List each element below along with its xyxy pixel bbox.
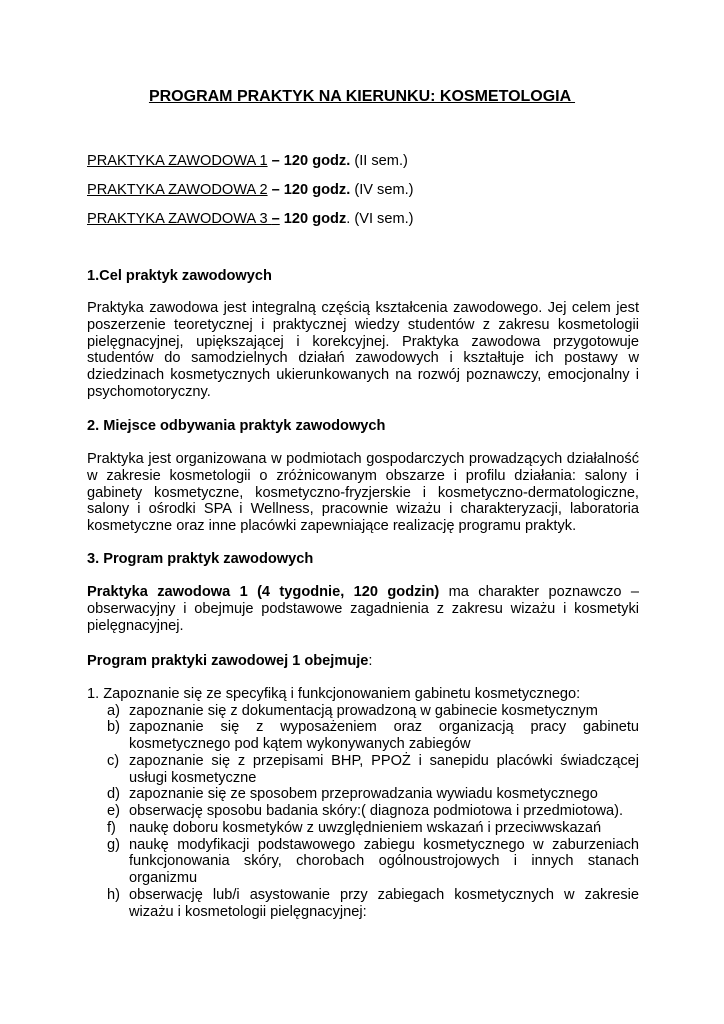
section-1-heading: 1.Cel praktyk zawodowych: [87, 268, 272, 284]
section-1-text: Praktyka zawodowa jest integralną częścią kształcenia zawodowego. Jej celem jest poszerzenie teoretycznej i praktycznej wiedzy studentów z zakresu kosmetologii pielęgnacyjnej, upiększającej i korekcyjnej. Praktyka zawodowa przygotowuje studentów do samodzielnych działań zawodowych i kształtuje ich postawy w dziedzinach kosmetycznych ukierunkowanych na rozwój poznawczy, emocjonalny i psychomotoryczny.: [87, 300, 639, 400]
list-item: [87, 703, 639, 720]
list-marker: d): [107, 786, 120, 803]
practice-dash: –: [267, 182, 280, 198]
practice-1-title: Praktyka zawodowa 1 (4 tygodnie, 120 godzin): [87, 584, 440, 600]
program-heading: [87, 653, 372, 670]
practice-hours: 120 godz.: [279, 153, 351, 169]
program-point-1: 1. Zapoznanie się ze specyfiką i funkcjonowaniem gabinetu kosmetycznego:: [87, 686, 581, 702]
section-2-text: Praktyka jest organizowana w podmiotach gospodarczych prowadzących działalność w zakresie kosmetologii o zróżnicowanym obszarze i profilu działania: salony i gabinety kosmetyczne, kosmetyczno-fryzjerskie i kosmetyczno-dermatologiczne, salony i ośrodki SPA i Wellness, pracownie wizażu i charakteryzacji, laboratoria kosmetyczne oraz inne placówki zapewniające realizację programu praktyk.: [87, 451, 639, 534]
list-marker: f): [107, 819, 116, 836]
list-item: [87, 753, 639, 787]
list-item-text: zapoznanie się z przepisami BHP, PPOŻ i sanepidu placówki świadczącej usługi kosmetyczne: [129, 752, 639, 786]
practice-line-2: [87, 182, 414, 199]
practice-line-1: [87, 153, 408, 170]
practice-semester: . (VI sem.): [346, 211, 414, 227]
program-heading-text: Program praktyki zawodowej 1 obejmuje: [87, 653, 369, 669]
program-heading-colon: :: [368, 653, 373, 669]
practice-hours: 120 godz.: [279, 182, 351, 198]
list-item-text: zapoznanie się ze sposobem przeprowadzania wywiadu kosmetycznego: [129, 786, 598, 803]
list-item: [87, 837, 639, 887]
practice-dash: –: [267, 153, 280, 169]
list-item: [87, 719, 639, 753]
program-list: [87, 686, 639, 920]
list-item-text: zapoznanie się z wyposażeniem oraz organizacją pracy gabinetu kosmetycznego pod kątem wykonywanych zabiegów: [129, 719, 639, 753]
list-item-text: obserwację sposobu badania skóry:( diagnoza podmiotowa i przedmiotowa).: [129, 803, 624, 820]
list-item-text: naukę modyfikacji podstawowego zabiegu kosmetycznego w zaburzeniach funkcjonowania skóry, chorobach ogólnoustrojowych i innych stanach organizmu: [129, 836, 639, 887]
practice-1-text: ma charakter poznawczo – obserwacyjny i obejmuje podstawowe zagadnienia z zakresu wizażu i kosmetyki pielęgnacyjnej.: [87, 584, 639, 634]
section-2-heading: 2. Miejsce odbywania praktyk zawodowych: [87, 418, 386, 434]
list-item-text: zapoznanie się z dokumentacją prowadzoną w gabinecie kosmetycznym: [129, 702, 598, 719]
practice-line-3: [87, 211, 414, 228]
practice-hours: 120 godz: [279, 211, 347, 227]
list-item-text: obserwację lub/i asystowanie przy zabiegach kosmetycznych w zakresie wizażu i kosmetologii pielęgnacyjnej:: [129, 886, 639, 920]
practice-name: PRAKTYKA ZAWODOWA 3: [87, 211, 272, 227]
section-3-heading: 3. Program praktyk zawodowych: [87, 551, 314, 567]
list-item-text: naukę doboru kosmetyków z uwzględnieniem wskazań i przeciwwskazań: [129, 819, 602, 836]
list-marker: h): [107, 886, 120, 903]
list-marker: g): [107, 836, 120, 853]
practice-1-description: [87, 584, 639, 634]
list-marker: b): [107, 719, 120, 736]
list-item: [87, 887, 639, 921]
practice-semester: (II sem.): [350, 153, 408, 169]
list-marker: c): [107, 752, 120, 769]
practice-name: PRAKTYKA ZAWODOWA 2: [87, 182, 268, 198]
practice-name: PRAKTYKA ZAWODOWA 1: [87, 153, 268, 169]
list-marker: a): [107, 702, 120, 719]
practice-dash: –: [271, 211, 280, 227]
list-item: [87, 820, 639, 837]
list-marker: e): [107, 803, 120, 820]
list-item: [87, 786, 639, 803]
practice-semester: (IV sem.): [350, 182, 414, 198]
page-title: PROGRAM PRAKTYK NA KIERUNKU: KOSMETOLOGIA: [148, 88, 576, 105]
list-item: [87, 803, 639, 820]
program-items: [87, 703, 639, 921]
